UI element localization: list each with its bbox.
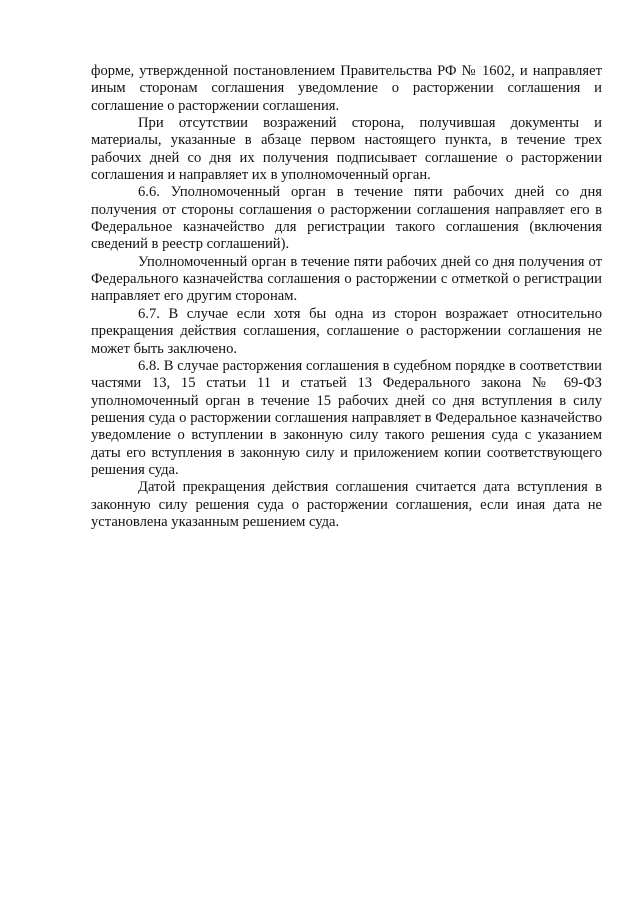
paragraph-clause-6-6: 6.6. Уполномоченный орган в течение пяти рабочих дней со дня получения от стороны соглашения о расторжении соглашения направляет его в Федеральное казначейство для регистрации такого соглашения (включения сведений в реестр соглашений). [91, 184, 602, 253]
paragraph-termination-date: Датой прекращения действия соглашения считается дата вступления в законную силу решения суда о расторжении соглашения, если иная дата не установлена указанным решением суда. [91, 479, 602, 530]
paragraph-treasury-registration: Уполномоченный орган в течение пяти рабочих дней со дня получения от Федерального казначейства соглашения о расторжении с отметкой о регистрации направляет его другим сторонам. [91, 253, 602, 305]
paragraph-no-objections: При отсутствии возражений сторона, получившая документы и материалы, указанные в абзаце первом настоящего пункта, в течение трех рабочих дней со дня их получения подписывает соглашение о расторжении соглашения и направляет их в уполномоченный орган. [91, 115, 602, 184]
paragraph-continuation: форме, утвержденной постановлением Правительства РФ № 1602, и направляет иным сторонам соглашения уведомление о расторжении соглашения и соглашение о расторжении соглашения. [91, 63, 602, 114]
document-body [91, 63, 602, 531]
paragraph-clause-6-8: 6.8. В случае расторжения соглашения в судебном порядке в соответствии частями 13, 15 статьи 11 и статьей 13 Федерального закона № 69-ФЗ уполномоченный орган в течение 15 рабочих дней со дня вступления в силу решения суда о расторжении соглашения направляет в Федеральное казначейство уведомление о вступлении в законную силу такого решения суда с указанием даты его вступления в законную силу и приложением копии соответствующего решения суда. [91, 357, 602, 478]
paragraph-clause-6-7: 6.7. В случае если хотя бы одна из сторон возражает относительно прекращения действия соглашения, соглашение о расторжении соглашения не может быть заключено. [91, 305, 602, 357]
